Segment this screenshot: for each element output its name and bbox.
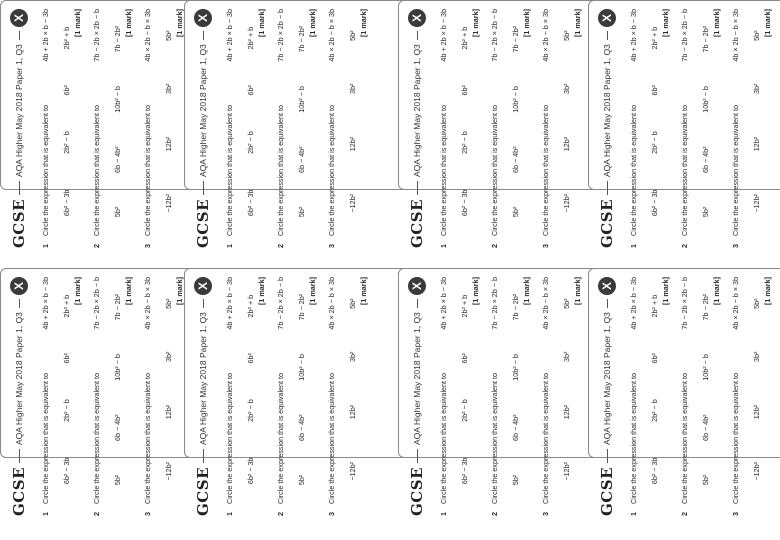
- answer-option: 3b²: [562, 351, 571, 363]
- mark-label: [1 mark]: [471, 277, 480, 305]
- mark-label: [1 mark]: [124, 277, 133, 305]
- answer-option: 6b² − 3b: [460, 189, 469, 217]
- question-text: Circle the expression that is equivalent to: [490, 372, 499, 504]
- question-number: 3: [327, 512, 336, 516]
- question-text: Circle the expression that is equivalent to: [143, 372, 152, 504]
- question-block: [92, 277, 133, 516]
- worksheet-card: [588, 0, 780, 248]
- answer-option: 12b²: [164, 136, 173, 152]
- answer-option: 2b² + b: [460, 26, 469, 50]
- paper-title: AQA Higher May 2018 Paper 1, Q3: [602, 44, 612, 177]
- mark-label: [1 mark]: [661, 9, 670, 37]
- answer-option: 5b²: [701, 474, 710, 486]
- answer-option: 2b² − b: [62, 399, 71, 422]
- answer-option: 5b²: [511, 474, 520, 486]
- mark-label: [1 mark]: [73, 9, 82, 37]
- answer-option: 10b² − b: [113, 86, 122, 113]
- question-expression: 7b − 2b × 2b − b: [276, 9, 285, 62]
- mark-label: [1 mark]: [573, 9, 582, 37]
- answer-option: 3b²: [752, 83, 761, 95]
- mark-label: [1 mark]: [359, 9, 368, 37]
- answer-option: 2b² + b: [460, 294, 469, 318]
- question-expression: 4b + 2b × b − 3b: [225, 9, 234, 62]
- question-number: 2: [680, 512, 689, 516]
- answer-option: 6b²: [246, 353, 255, 364]
- question-text: Circle the expression that is equivalent to: [629, 104, 638, 236]
- question-block: [327, 277, 368, 516]
- answer-option: 5b²: [297, 206, 306, 218]
- answer-option: 5b²: [348, 30, 357, 41]
- mark-label: [1 mark]: [573, 277, 582, 305]
- question-number: 1: [225, 244, 234, 248]
- question-number: 2: [680, 244, 689, 248]
- worksheet-header: [405, 277, 429, 516]
- answer-option: 10b² − b: [297, 354, 306, 381]
- answer-option: 10b² − b: [511, 354, 520, 381]
- answer-option: 2b² + b: [246, 26, 255, 50]
- question-text: Circle the expression that is equivalent to: [41, 372, 50, 504]
- answer-option: 5b²: [164, 30, 173, 41]
- mark-label: [1 mark]: [175, 9, 184, 37]
- answer-option: 6b² − 3b: [650, 189, 659, 217]
- answer-option: −12b²: [164, 462, 173, 481]
- question-expression: 4b + 2b × b − 3b: [41, 277, 50, 330]
- answer-option: −12b²: [562, 462, 571, 481]
- question-number: 1: [439, 512, 448, 516]
- answer-option: 6b²: [62, 85, 71, 96]
- answer-option: 10b² − b: [511, 86, 520, 113]
- answer-option: 5b²: [752, 30, 761, 41]
- question-block: [225, 277, 266, 516]
- mark-label: [1 mark]: [763, 9, 772, 37]
- mark-label: [1 mark]: [522, 9, 531, 37]
- question-text: Circle the expression that is equivalent to: [629, 372, 638, 504]
- mark-label: [1 mark]: [308, 9, 317, 37]
- answer-option: 7b − 2b²: [113, 25, 122, 53]
- question-expression: 7b − 2b × 2b − b: [680, 9, 689, 62]
- close-badge-icon: X: [408, 9, 426, 27]
- question-number: 3: [731, 244, 740, 248]
- answer-option: 2b² − b: [62, 131, 71, 154]
- answer-option: 12b²: [752, 136, 761, 152]
- divider: [607, 181, 608, 195]
- question-block: [439, 277, 480, 516]
- divider: [203, 449, 204, 463]
- question-block: [541, 9, 582, 248]
- answer-option: 7b − 2b²: [511, 293, 520, 321]
- answer-option: 2b² + b: [62, 294, 71, 318]
- question-number: 1: [629, 512, 638, 516]
- gcse-logo: GCSE: [598, 466, 616, 516]
- question-expression: 7b − 2b × 2b − b: [490, 9, 499, 62]
- answer-option: 10b² − b: [701, 354, 710, 381]
- answer-option: 2b² − b: [650, 131, 659, 154]
- question-number: 2: [92, 512, 101, 516]
- worksheet-header: [595, 9, 619, 248]
- close-badge-icon: X: [10, 277, 28, 295]
- question-block: [731, 277, 772, 516]
- question-expression: 4b + 2b × b − 3b: [41, 9, 50, 62]
- paper-title: AQA Higher May 2018 Paper 1, Q3: [14, 44, 24, 177]
- divider: [19, 31, 20, 40]
- answer-option: 12b²: [562, 404, 571, 420]
- answer-option: 6b − 4b²: [701, 146, 710, 174]
- divider: [607, 449, 608, 463]
- answer-option: 5b²: [297, 474, 306, 486]
- answer-option: 5b²: [562, 298, 571, 309]
- question-expression: 4b × 2b − b × 3b: [731, 277, 740, 330]
- divider: [417, 181, 418, 195]
- gcse-logo: GCSE: [10, 466, 28, 516]
- worksheet-content: [399, 1, 589, 256]
- divider: [203, 299, 204, 308]
- divider: [417, 299, 418, 308]
- question-text: Circle the expression that is equivalent to: [276, 372, 285, 504]
- mark-label: [1 mark]: [712, 9, 721, 37]
- question-expression: 7b − 2b × 2b − b: [680, 277, 689, 330]
- question-expression: 4b × 2b − b × 3b: [327, 9, 336, 62]
- answer-option: 6b²: [650, 353, 659, 364]
- question-number: 1: [629, 244, 638, 248]
- question-text: Circle the expression that is equivalent to: [439, 372, 448, 504]
- mark-label: [1 mark]: [359, 277, 368, 305]
- question-block: [41, 277, 82, 516]
- answer-option: 5b²: [562, 30, 571, 41]
- mark-label: [1 mark]: [175, 277, 184, 305]
- answer-option: 10b² − b: [297, 86, 306, 113]
- worksheet-card: [588, 268, 780, 516]
- answer-option: 12b²: [752, 404, 761, 420]
- gcse-logo: GCSE: [10, 198, 28, 248]
- answer-option: 12b²: [348, 404, 357, 420]
- question-text: Circle the expression that is equivalent to: [327, 372, 336, 504]
- answer-option: 6b − 4b²: [511, 414, 520, 442]
- question-text: Circle the expression that is equivalent to: [680, 372, 689, 504]
- question-expression: 4b × 2b − b × 3b: [731, 9, 740, 62]
- question-expression: 4b × 2b − b × 3b: [541, 277, 550, 330]
- question-block: [680, 9, 721, 248]
- answer-option: −12b²: [348, 462, 357, 481]
- worksheet-content: [589, 269, 779, 524]
- answer-option: 6b − 4b²: [297, 414, 306, 442]
- worksheet-content: [185, 269, 375, 524]
- question-expression: 4b × 2b − b × 3b: [327, 277, 336, 330]
- answer-option: 6b − 4b²: [297, 146, 306, 174]
- answer-option: 6b² − 3b: [62, 189, 71, 217]
- gcse-logo: GCSE: [408, 198, 426, 248]
- answer-option: 6b² − 3b: [246, 189, 255, 217]
- gcse-logo: GCSE: [194, 466, 212, 516]
- answer-option: 12b²: [164, 404, 173, 420]
- question-text: Circle the expression that is equivalent to: [490, 104, 499, 236]
- question-text: Circle the expression that is equivalent to: [731, 372, 740, 504]
- answer-option: 2b² + b: [650, 294, 659, 318]
- question-number: 1: [41, 244, 50, 248]
- mark-label: [1 mark]: [73, 277, 82, 305]
- answer-option: 5b²: [113, 206, 122, 218]
- paper-title: AQA Higher May 2018 Paper 1, Q3: [14, 312, 24, 445]
- worksheet-content: [185, 1, 375, 256]
- answer-option: 6b²: [460, 85, 469, 96]
- answer-option: 2b² + b: [246, 294, 255, 318]
- question-block: [731, 9, 772, 248]
- question-number: 2: [490, 512, 499, 516]
- question-text: Circle the expression that is equivalent to: [92, 372, 101, 504]
- question-block: [276, 9, 317, 248]
- question-expression: 4b × 2b − b × 3b: [143, 9, 152, 62]
- answer-option: 6b²: [246, 85, 255, 96]
- question-block: [439, 9, 480, 248]
- mark-label: [1 mark]: [471, 9, 480, 37]
- question-expression: 4b + 2b × b − 3b: [629, 277, 638, 330]
- question-number: 3: [143, 244, 152, 248]
- mark-label: [1 mark]: [308, 277, 317, 305]
- question-text: Circle the expression that is equivalent to: [143, 104, 152, 236]
- question-block: [629, 9, 670, 248]
- answer-option: 5b²: [752, 298, 761, 309]
- paper-title: AQA Higher May 2018 Paper 1, Q3: [198, 312, 208, 445]
- question-text: Circle the expression that is equivalent to: [41, 104, 50, 236]
- answer-option: −12b²: [752, 194, 761, 213]
- answer-option: 6b² − 3b: [246, 457, 255, 485]
- question-number: 2: [276, 512, 285, 516]
- question-block: [490, 9, 531, 248]
- question-text: Circle the expression that is equivalent to: [680, 104, 689, 236]
- mark-label: [1 mark]: [124, 9, 133, 37]
- worksheet-header: [191, 9, 215, 248]
- answer-option: 7b − 2b²: [113, 293, 122, 321]
- question-text: Circle the expression that is equivalent to: [731, 104, 740, 236]
- question-block: [490, 277, 531, 516]
- question-expression: 7b − 2b × 2b − b: [490, 277, 499, 330]
- answer-option: 3b²: [348, 351, 357, 363]
- question-number: 3: [327, 244, 336, 248]
- question-text: Circle the expression that is equivalent to: [92, 104, 101, 236]
- answer-option: 2b² − b: [246, 131, 255, 154]
- answer-option: 5b²: [164, 298, 173, 309]
- answer-option: 2b² + b: [62, 26, 71, 50]
- answer-option: 3b²: [562, 83, 571, 95]
- question-number: 3: [541, 244, 550, 248]
- paper-title: AQA Higher May 2018 Paper 1, Q3: [602, 312, 612, 445]
- answer-option: 10b² − b: [113, 354, 122, 381]
- divider: [19, 449, 20, 463]
- answer-option: 7b − 2b²: [297, 293, 306, 321]
- question-block: [143, 9, 184, 248]
- answer-option: 2b² − b: [460, 131, 469, 154]
- divider: [19, 181, 20, 195]
- question-text: Circle the expression that is equivalent to: [327, 104, 336, 236]
- mark-label: [1 mark]: [257, 277, 266, 305]
- answer-option: 6b − 4b²: [511, 146, 520, 174]
- question-text: Circle the expression that is equivalent to: [439, 104, 448, 236]
- divider: [19, 299, 20, 308]
- question-text: Circle the expression that is equivalent to: [225, 372, 234, 504]
- mark-label: [1 mark]: [257, 9, 266, 37]
- question-number: 3: [731, 512, 740, 516]
- question-number: 1: [41, 512, 50, 516]
- answer-option: 5b²: [511, 206, 520, 218]
- answer-option: 12b²: [348, 136, 357, 152]
- answer-option: 6b − 4b²: [701, 414, 710, 442]
- question-text: Circle the expression that is equivalent to: [541, 104, 550, 236]
- answer-option: 7b − 2b²: [701, 25, 710, 53]
- close-badge-icon: X: [194, 277, 212, 295]
- answer-option: 5b²: [348, 298, 357, 309]
- worksheet-header: [595, 277, 619, 516]
- question-expression: 4b + 2b × b − 3b: [439, 9, 448, 62]
- question-block: [327, 9, 368, 248]
- paper-title: AQA Higher May 2018 Paper 1, Q3: [412, 312, 422, 445]
- answer-option: 5b²: [701, 206, 710, 218]
- close-badge-icon: X: [194, 9, 212, 27]
- gcse-logo: GCSE: [408, 466, 426, 516]
- answer-option: 7b − 2b²: [701, 293, 710, 321]
- answer-option: 6b²: [62, 353, 71, 364]
- mark-label: [1 mark]: [661, 277, 670, 305]
- question-number: 2: [276, 244, 285, 248]
- question-expression: 7b − 2b × 2b − b: [92, 277, 101, 330]
- gcse-logo: GCSE: [598, 198, 616, 248]
- answer-option: 6b − 4b²: [113, 414, 122, 442]
- worksheet-header: [7, 9, 31, 248]
- answer-option: −12b²: [562, 194, 571, 213]
- question-expression: 4b + 2b × b − 3b: [439, 277, 448, 330]
- answer-option: 7b − 2b²: [511, 25, 520, 53]
- answer-option: 10b² − b: [701, 86, 710, 113]
- question-text: Circle the expression that is equivalent to: [541, 372, 550, 504]
- question-expression: 4b + 2b × b − 3b: [629, 9, 638, 62]
- worksheet-content: [399, 269, 589, 524]
- worksheet-content: [1, 1, 191, 256]
- answer-option: 2b² + b: [650, 26, 659, 50]
- divider: [203, 31, 204, 40]
- question-text: Circle the expression that is equivalent to: [276, 104, 285, 236]
- close-badge-icon: X: [408, 277, 426, 295]
- mark-label: [1 mark]: [712, 277, 721, 305]
- close-badge-icon: X: [598, 277, 616, 295]
- answer-option: −12b²: [164, 194, 173, 213]
- divider: [607, 299, 608, 308]
- paper-title: AQA Higher May 2018 Paper 1, Q3: [412, 44, 422, 177]
- worksheet-header: [191, 277, 215, 516]
- worksheet-header: [405, 9, 429, 248]
- question-block: [41, 9, 82, 248]
- divider: [607, 31, 608, 40]
- gcse-logo: GCSE: [194, 198, 212, 248]
- question-expression: 4b + 2b × b − 3b: [225, 277, 234, 330]
- question-block: [680, 277, 721, 516]
- worksheet-header: [7, 277, 31, 516]
- answer-option: −12b²: [348, 194, 357, 213]
- question-block: [629, 277, 670, 516]
- answer-option: 6b² − 3b: [62, 457, 71, 485]
- question-number: 2: [92, 244, 101, 248]
- mark-label: [1 mark]: [763, 277, 772, 305]
- divider: [203, 181, 204, 195]
- answer-option: 2b² − b: [246, 399, 255, 422]
- close-badge-icon: X: [598, 9, 616, 27]
- answer-option: 2b² − b: [460, 399, 469, 422]
- answer-option: 6b − 4b²: [113, 146, 122, 174]
- answer-option: 12b²: [562, 136, 571, 152]
- question-expression: 7b − 2b × 2b − b: [92, 9, 101, 62]
- question-block: [541, 277, 582, 516]
- close-badge-icon: X: [10, 9, 28, 27]
- answer-option: 3b²: [164, 83, 173, 95]
- question-block: [225, 9, 266, 248]
- question-block: [276, 277, 317, 516]
- question-number: 1: [225, 512, 234, 516]
- answer-option: 7b − 2b²: [297, 25, 306, 53]
- worksheet-content: [589, 1, 779, 256]
- question-block: [143, 277, 184, 516]
- paper-title: AQA Higher May 2018 Paper 1, Q3: [198, 44, 208, 177]
- answer-option: 6b²: [650, 85, 659, 96]
- question-expression: 7b − 2b × 2b − b: [276, 277, 285, 330]
- question-number: 1: [439, 244, 448, 248]
- question-text: Circle the expression that is equivalent to: [225, 104, 234, 236]
- question-number: 2: [490, 244, 499, 248]
- worksheet-content: [1, 269, 191, 524]
- answer-option: 3b²: [164, 351, 173, 363]
- answer-option: 6b² − 3b: [650, 457, 659, 485]
- question-expression: 4b × 2b − b × 3b: [541, 9, 550, 62]
- question-number: 3: [541, 512, 550, 516]
- answer-option: 6b² − 3b: [460, 457, 469, 485]
- mark-label: [1 mark]: [522, 277, 531, 305]
- question-block: [92, 9, 133, 248]
- answer-option: 3b²: [348, 83, 357, 95]
- question-expression: 4b × 2b − b × 3b: [143, 277, 152, 330]
- answer-option: 5b²: [113, 474, 122, 486]
- answer-option: 6b²: [460, 353, 469, 364]
- answer-option: 3b²: [752, 351, 761, 363]
- divider: [417, 449, 418, 463]
- divider: [417, 31, 418, 40]
- answer-option: 2b² − b: [650, 399, 659, 422]
- question-number: 3: [143, 512, 152, 516]
- answer-option: −12b²: [752, 462, 761, 481]
